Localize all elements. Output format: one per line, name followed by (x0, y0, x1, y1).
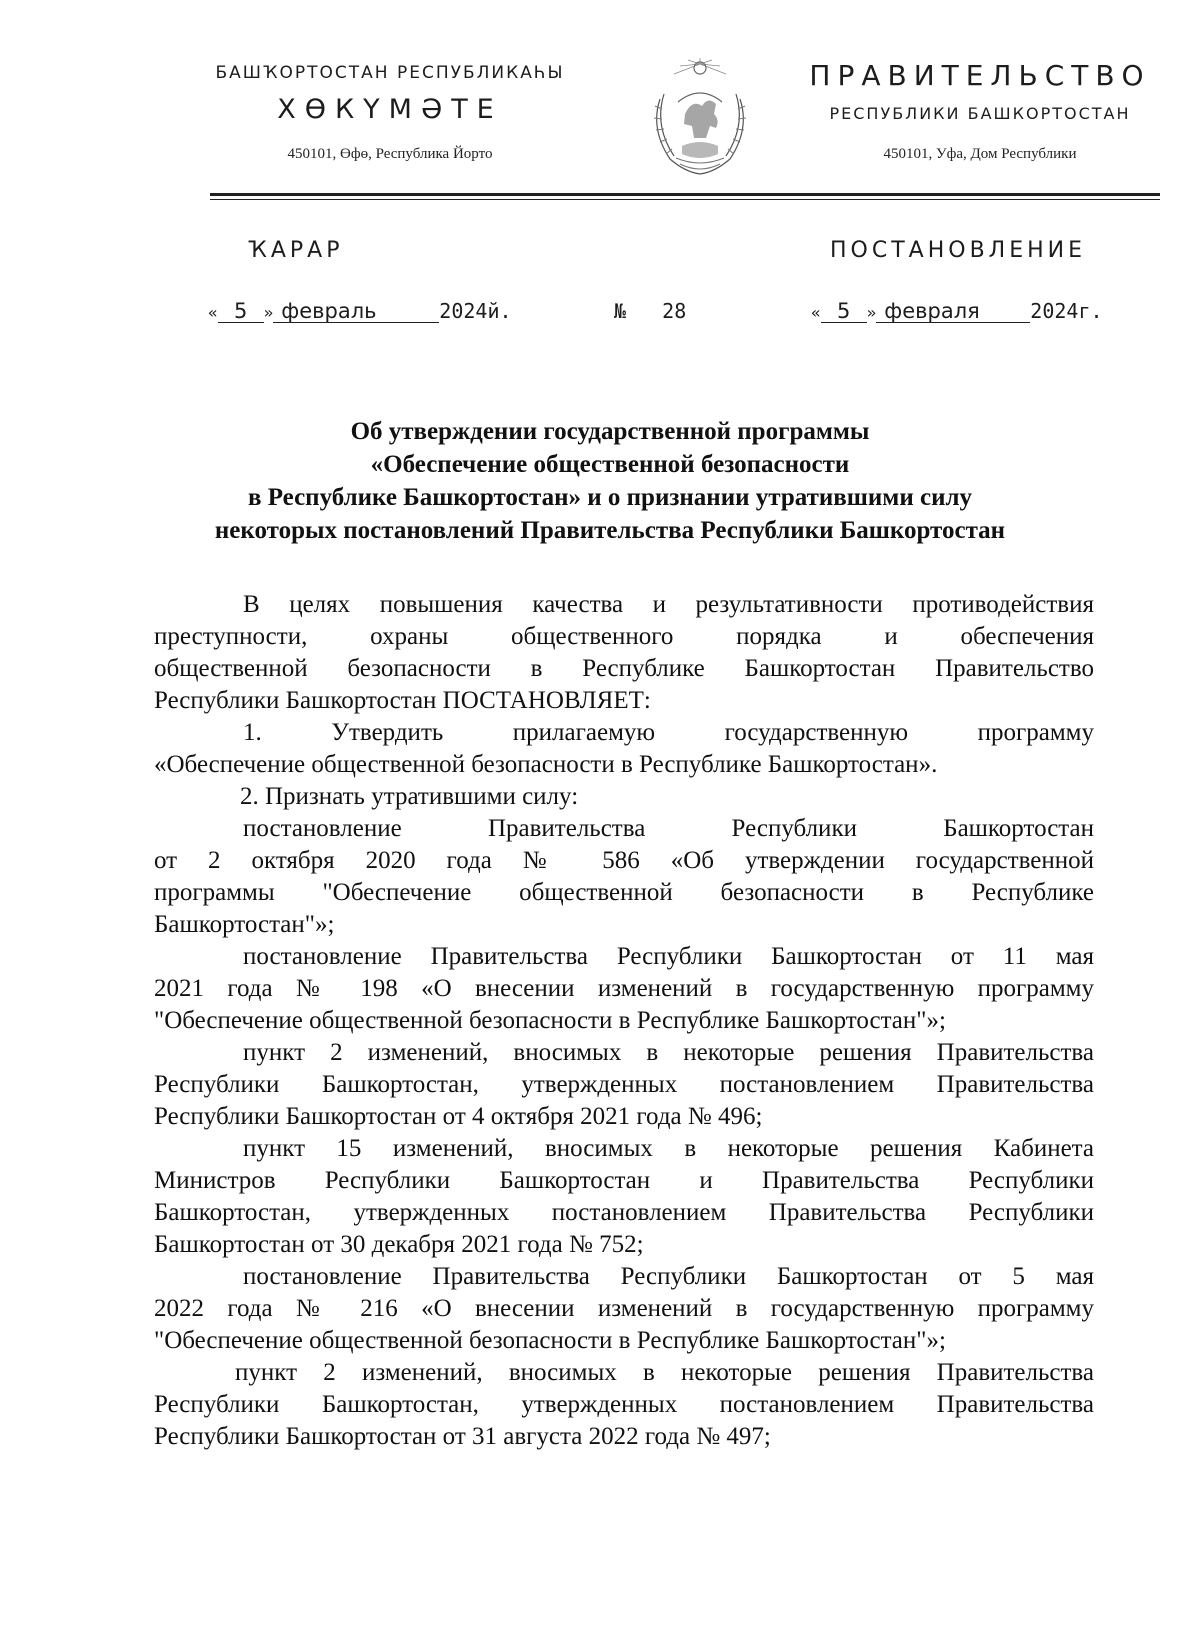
paragraph-repeal-5 (154, 1261, 1094, 1357)
body-line: программы "Обеспечение общественной безопасности в Республике (154, 879, 1094, 906)
body-line: "Обеспечение общественной безопасности в Республике Башкортостан"»; (154, 1007, 946, 1034)
date-right-day: 5 (821, 300, 867, 323)
paragraph-item-2 (154, 781, 1094, 813)
paragraph-item-1 (154, 717, 1094, 781)
body-line: 2021 года № 198 «О внесении изменений в государственную программу (154, 975, 1094, 1002)
body-line: пункт 2 изменений, вносимых в некоторые решения Правительства (243, 1039, 1094, 1066)
header-left-line2: ХӨКҮМӘТЕ (277, 94, 503, 125)
body-line: 1. Утвердить прилагаемую государственную программу (243, 719, 1094, 746)
date-left-open-quote: « (208, 303, 218, 322)
coat-of-arms-icon (640, 54, 760, 184)
date-left-day: 5 (218, 300, 264, 323)
body-line: Башкортостан"»; (154, 911, 335, 938)
paragraph-repeal-1 (154, 813, 1094, 941)
header-divider-thin (210, 199, 1160, 200)
body-line: постановление Правительства Республики Башкортостан от 5 мая (243, 1263, 1094, 1290)
body-line: постановление Правительства Республики Башкортостан от 11 мая (243, 943, 1094, 970)
doc-number-value: 28 (662, 299, 687, 323)
body-line: Республики Башкортостан ПОСТАНОВЛЯЕТ: (154, 687, 651, 714)
body-line: 2022 года № 216 «О внесении изменений в государственную программу (154, 1295, 1094, 1322)
body-line: Министров Республики Башкортостан и Правительства Республики (154, 1167, 1094, 1194)
header-left-line1: БАШҠОРТОСТАН РЕСПУБЛИКАҺЫ (215, 63, 565, 83)
date-right-close-quote: » (866, 303, 877, 322)
body-line: пункт 2 изменений, вносимых в некоторые решения Правительства (235, 1359, 1094, 1386)
body-line: В целях повышения качества и результативности противодействия (243, 591, 1094, 618)
paragraph-repeal-2 (154, 941, 1094, 1037)
body-line: преступности, охраны общественного порядка и обеспечения (154, 623, 1094, 650)
date-left-year: 2024й. (439, 299, 512, 323)
paragraph-repeal-3 (154, 1037, 1094, 1133)
title-line: некоторых постановлений Правительства Республики Башкортостан (214, 517, 1006, 544)
header-left-address: 450101, Өфө, Республика Йорто (287, 146, 493, 162)
body-line: Башкортостан от 30 декабря 2021 года № 752; (154, 1231, 644, 1258)
header-right-line1: ПРАВИТЕЛЬСТВО (809, 59, 1151, 92)
header-right-line2: РЕСПУБЛИКИ БАШКОРТОСТАН (829, 104, 1131, 123)
body-line: 2. Признать утратившими силу: (240, 783, 579, 810)
header-divider-thick (210, 193, 1160, 196)
body-line: «Обеспечение общественной безопасности в Республике Башкортостан». (154, 751, 938, 778)
doc-number (614, 299, 686, 323)
body-line: Республики Башкортостан, утвержденных постановлением Правительства (154, 1391, 1094, 1418)
document-body (154, 589, 1094, 1453)
paragraph-preamble (154, 589, 1094, 717)
date-right-year: 2024г. (1030, 299, 1103, 323)
body-line: постановление Правительства Республики Башкортостан (243, 815, 1094, 842)
header-right-address: 450101, Уфа, Дом Республики (883, 146, 1077, 162)
date-right-open-quote: « (811, 303, 821, 322)
doc-type-right: ПОСТАНОВЛЕНИЕ (830, 238, 1087, 263)
body-line: от 2 октября 2020 года № 586 «Об утверждении государственной (154, 847, 1094, 874)
title-line: в Республике Башкортостан» и о признании утратившими силу (247, 484, 973, 511)
body-line: пункт 15 изменений, вносимых в некоторые решения Кабинета (243, 1135, 1094, 1162)
doc-type-left: ҠАРАР (248, 238, 344, 263)
body-line: Республики Башкортостан от 31 августа 2022 года № 497; (154, 1423, 771, 1450)
date-left-month: февраль (273, 300, 439, 323)
title-line: Об утверждении государственной программы (350, 418, 870, 445)
body-line: "Обеспечение общественной безопасности в Республике Башкортостан"»; (154, 1327, 946, 1354)
body-line: Республики Башкортостан, утвержденных постановлением Правительства (154, 1071, 1094, 1098)
date-left-close-quote: » (263, 303, 274, 322)
doc-number-label: № (614, 299, 627, 323)
date-left (208, 299, 512, 323)
body-line: общественной безопасности в Республике Башкортостан Правительство (154, 655, 1094, 682)
paragraph-repeal-4 (154, 1133, 1094, 1261)
date-right-month: февраля (876, 300, 1030, 323)
paragraph-repeal-6 (154, 1357, 1094, 1453)
date-right (811, 299, 1103, 323)
title-line: «Обеспечение общественной безопасности (370, 451, 850, 478)
body-line: Республики Башкортостан от 4 октября 2021 года № 496; (154, 1103, 763, 1130)
document-title (160, 415, 1060, 547)
body-line: Башкортостан, утвержденных постановлением Правительства Республики (154, 1199, 1094, 1226)
